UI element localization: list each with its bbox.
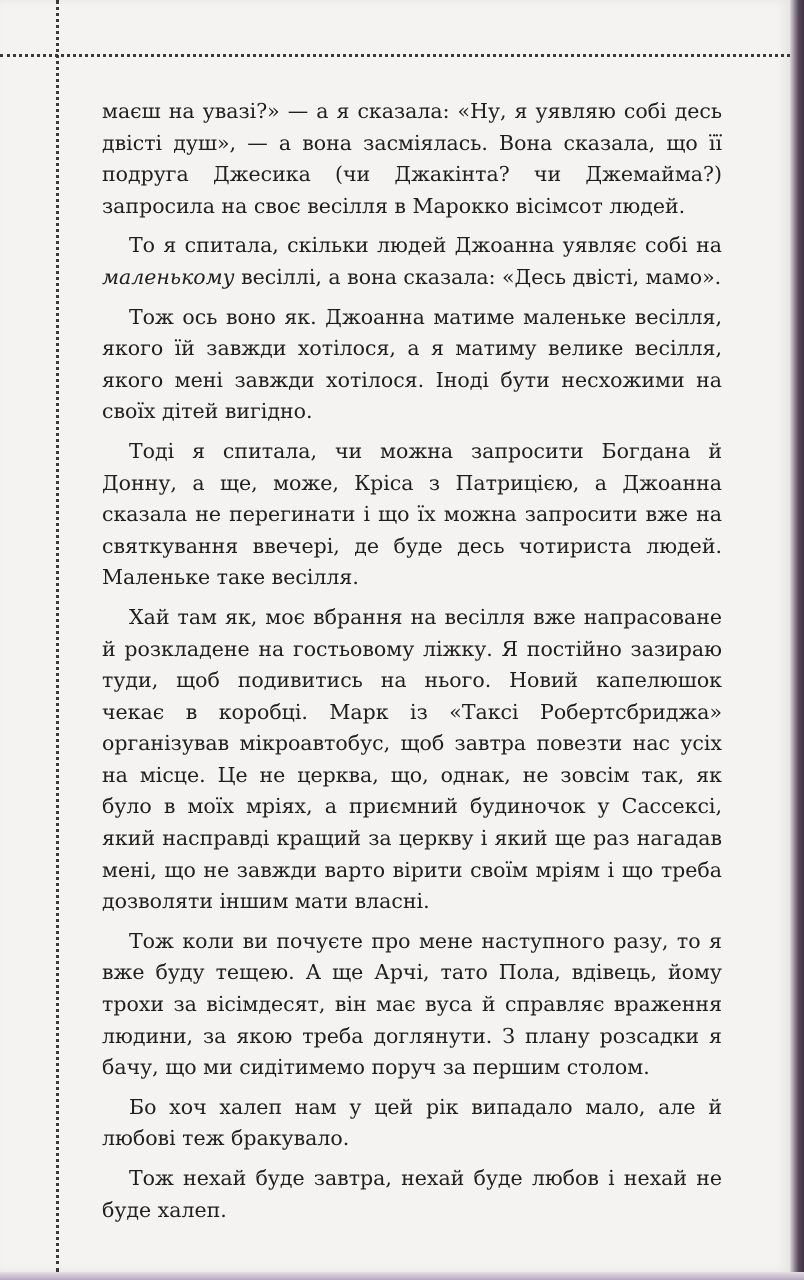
dotted-border-top: [0, 54, 790, 57]
paragraph-7: Бо хоч халеп нам у цей рік випадало мало, але й любові теж бракувало.: [102, 1094, 722, 1151]
page-text: [102, 96, 722, 1234]
paragraph-1: маєш на увазі?» — а я сказала: «Ну, я уявляю собі десь двісті душ», — а вона засміялась. Вона сказала, що її подруга Джесика (чи Джакінта? чи Джемайма?) запросила на своє весілля в Марокко вісімсот людей.: [102, 99, 722, 218]
paragraph-4: Тоді я спитала, чи можна запросити Богдана й Донну, а ще, може, Кріса з Патрицією, а Джоанна сказала не перегинати і що їх можна запросити вже на святкування ввечері, де буде десь чотириста людей. Маленьке таке весілля.: [102, 438, 722, 590]
paragraph-5: Хай там як, моє вбрання на весілля вже напрасоване й розкладене на гостьовому ліжку. Я постійно зазираю туди, щоб подивитись на нього. Новий капелюшок чекає в коробці. Марк із «Таксі Робертсбриджа» організував мікроавтобус, щоб завтра повезти нас усіх на місце. Це не церква, що, однак, не зовсім так, як було в моїх мріях, а приємний будиночок у Сассексі, який насправді кращий за церкву і який ще раз нагадав мені, що не завжди варто вірити своїм мріям і що треба дозволяти іншим мати власні.: [102, 604, 722, 914]
paragraph-3: Тож ось воно як. Джоанна матиме маленьке весілля, якого їй завжди хотілося, а я матиму велике весілля, якого мені завжди хотілося. Іноді бути несхожими на своїх дітей вигідно.: [102, 304, 722, 424]
paragraph-6: Тож коли ви почуєте про мене наступного разу, то я вже буду тещею. А ще Арчі, тато Пола, вдівець, йому трохи за вісімдесят, він має вуса й справляє враження людини, за якою треба доглянути. З плану розсадки я бачу, що ми сидітимемо поруч за першим столом.: [102, 928, 722, 1080]
book-edge-right: [790, 0, 804, 1280]
dotted-border-left: [56, 0, 59, 1272]
paragraph-8: Тож нехай буде завтра, нехай буде любов і нехай не буде халеп.: [102, 1166, 722, 1222]
emphasized-word: маленькому: [102, 264, 235, 289]
paragraph-2: То я спитала, скільки людей Джоанна уявляє собі на маленькому весіллі, а вона сказала: «Десь двісті, мамо».: [102, 233, 722, 289]
book-edge-bottom: [0, 1272, 804, 1280]
